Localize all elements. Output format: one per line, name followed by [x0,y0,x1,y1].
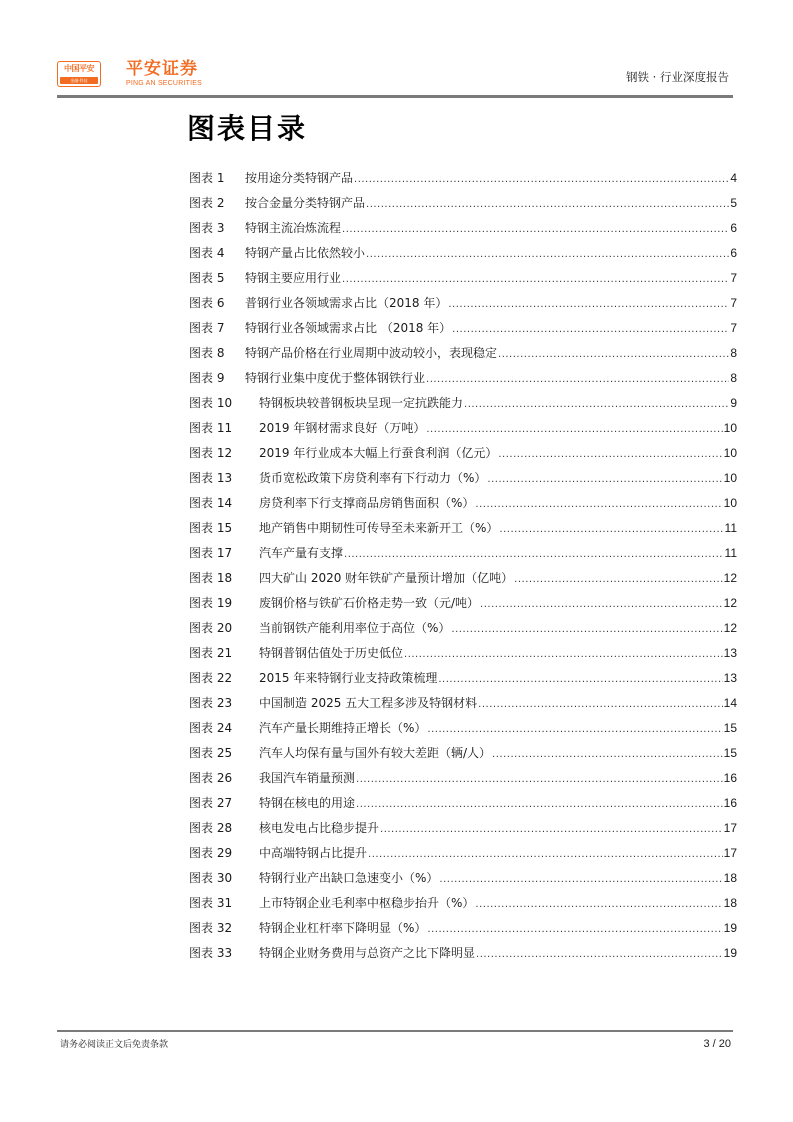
toc-figure-label: 图表 12 [189,446,233,460]
toc-page-number[interactable]: 9 [730,396,737,410]
toc-page-number[interactable]: 12 [723,621,737,635]
toc-figure-label: 图表 9 [189,371,225,385]
toc-figure-label: 图表 6 [189,296,225,310]
dot-leader [451,622,722,638]
dot-leader [368,847,723,863]
toc-page-number[interactable]: 17 [723,846,737,860]
toc-entry[interactable] [189,370,737,395]
toc-figure-title[interactable]: 特钢行业集中度优于整体钢铁行业 [245,371,426,385]
toc-entry[interactable] [189,670,737,695]
toc-page-number[interactable]: 11 [724,546,737,560]
toc-page-number[interactable]: 10 [723,496,737,510]
toc-figure-label: 图表 4 [189,246,225,260]
toc-figure-title[interactable]: 特钢主要应用行业 [245,271,342,285]
toc-entry[interactable] [189,895,737,920]
toc-page-number[interactable]: 13 [723,671,737,685]
toc-entry[interactable] [189,545,737,570]
toc-page-number[interactable]: 11 [724,521,737,535]
toc-figure-title[interactable]: 特钢普钢估值处于历史低位 [259,646,404,660]
toc-figure-label: 图表 8 [189,346,225,360]
toc-figure-title[interactable]: 2019 年行业成本大幅上行蚕食利润（亿元） [259,446,498,460]
toc-figure-label: 图表 15 [189,521,233,535]
dot-leader [498,447,722,463]
toc-page-number[interactable]: 10 [723,421,737,435]
dot-leader [514,572,722,588]
page-number: 3 / 20 [703,1038,731,1050]
toc-figure-label: 图表 33 [189,946,233,960]
brand-logo [126,59,202,88]
toc-page-number[interactable]: 6 [730,221,737,235]
toc-page-number[interactable]: 19 [723,946,737,960]
toc-entry[interactable] [189,345,737,370]
toc-entry[interactable] [189,920,737,945]
toc-figure-label: 图表 24 [189,721,233,735]
toc-figure-label: 图表 19 [189,596,233,610]
toc-figure-title[interactable]: 普钢行业各领域需求占比（2018 年） [245,296,448,310]
toc-figure-title[interactable]: 汽车人均保有量与国外有较大差距（辆/人） [259,746,492,760]
toc-page-number[interactable]: 8 [730,371,737,385]
dot-leader [366,247,729,263]
dot-leader [464,397,729,413]
toc-page-number[interactable]: 10 [723,446,737,460]
toc-figure-label: 图表 5 [189,271,225,285]
toc-figure-title[interactable]: 房贷利率下行支撑商品房销售面积（%） [259,496,475,510]
toc-figure-title[interactable]: 上市特钢企业毛利率中枢稳步抬升（%） [259,896,475,910]
toc-figure-title[interactable]: 特钢在核电的用途 [259,796,356,810]
toc-entry[interactable] [189,570,737,595]
toc-figure-label: 图表 2 [189,196,225,210]
toc-figure-label: 图表 18 [189,571,233,585]
toc-figure-label: 图表 25 [189,746,233,760]
toc-figure-label: 图表 23 [189,696,233,710]
toc-page-number[interactable]: 4 [730,171,737,185]
toc-figure-title[interactable]: 2019 年钢材需求良好（万吨） [259,421,426,435]
dot-leader [448,297,729,313]
toc-page-number[interactable]: 16 [723,796,737,810]
toc-entry[interactable] [189,320,737,345]
toc-figure-title[interactable]: 特钢板块较普钢板块呈现一定抗跌能力 [259,396,464,410]
dot-leader [475,497,722,513]
page-header [57,58,733,98]
toc-page-number[interactable]: 13 [723,646,737,660]
toc-figure-title[interactable]: 汽车产量长期维持正增长（%） [259,721,427,735]
toc-figure-title[interactable]: 特钢企业财务费用与总资产之比下降明显 [259,946,476,960]
dot-leader [427,922,722,938]
toc-page-number[interactable]: 19 [723,921,737,935]
toc-figure-title[interactable]: 特钢企业杠杆率下降明显（%） [259,921,427,935]
dot-leader [498,347,729,363]
toc-figure-title[interactable]: 四大矿山 2020 财年铁矿产量预计增加（亿吨） [259,571,514,585]
toc-page-number[interactable]: 7 [730,271,737,285]
toc-page-number[interactable]: 12 [723,571,737,585]
toc-page-number[interactable]: 7 [730,321,737,335]
page-title: 图表目录 [187,112,308,145]
footer-divider [57,1030,733,1032]
toc-figure-label: 图表 13 [189,471,233,485]
toc-page-number[interactable]: 16 [723,771,737,785]
toc-entry[interactable] [189,595,737,620]
dot-leader [380,822,723,838]
dot-leader [426,422,722,438]
toc-entry[interactable] [189,245,737,270]
dot-leader [439,872,722,888]
dot-leader [342,222,729,238]
toc-figure-title[interactable]: 我国汽车销量预测 [259,771,356,785]
toc-page-number[interactable]: 12 [723,596,737,610]
toc-figure-label: 图表 3 [189,221,225,235]
dot-leader [427,722,722,738]
toc-entry[interactable] [189,620,737,645]
dot-leader [475,897,722,913]
toc-entry[interactable] [189,170,737,195]
toc-entry[interactable] [189,270,737,295]
dot-leader [492,747,723,763]
toc-page-number[interactable]: 5 [730,196,737,210]
toc-figure-title[interactable]: 货币宽松政策下房贷利率有下行动力（%） [259,471,487,485]
dot-leader [342,272,729,288]
toc-figure-title[interactable]: 汽车产量有支撑 [259,546,344,560]
toc-figure-label: 图表 22 [189,671,233,685]
toc-figure-title[interactable]: 特钢主流冶炼流程 [245,221,342,235]
toc-page-number[interactable]: 10 [723,471,737,485]
toc-figure-label: 图表 21 [189,646,233,660]
toc-entry[interactable] [189,695,737,720]
footer-disclaimer: 请务必阅读正文后免责条款 [60,1040,169,1050]
toc-entry[interactable] [189,770,737,795]
dot-leader [354,172,729,188]
dot-leader [344,547,724,563]
dot-leader [499,522,723,538]
toc-figure-title[interactable]: 特钢产量占比依然较小 [245,246,366,260]
toc-figure-label: 图表 14 [189,496,233,510]
header-divider [57,95,733,98]
china-pingan-logo [57,61,101,87]
toc-figure-label: 图表 20 [189,621,233,635]
dot-leader [438,672,722,688]
dot-leader [480,597,723,613]
toc-entry[interactable] [189,470,737,495]
brand-name-cn: 平安证券 [126,59,198,79]
toc-figure-label: 图表 7 [189,321,225,335]
dot-leader [487,472,722,488]
toc-figure-label: 图表 31 [189,896,233,910]
toc-figure-title[interactable]: 特钢行业产出缺口急速变小（%） [259,871,439,885]
toc-figure-title[interactable]: 按合金量分类特钢产品 [245,196,366,210]
toc-page-number[interactable]: 14 [723,696,737,710]
toc-figure-label: 图表 17 [189,546,233,560]
toc-figure-title[interactable]: 地产销售中期韧性可传导至未来新开工（%） [259,521,499,535]
dot-leader [452,322,729,338]
report-type: 钢铁 · 行业深度报告 [626,70,729,84]
toc-entry[interactable] [189,420,737,445]
toc-entry[interactable] [189,220,737,245]
toc-entry[interactable] [189,845,737,870]
toc-entry[interactable] [189,295,737,320]
dot-leader [404,647,723,663]
toc-page-number[interactable]: 15 [723,721,737,735]
toc-figure-title[interactable]: 废钢价格与铁矿石价格走势一致（元/吨） [259,596,480,610]
toc-entry[interactable] [189,820,737,845]
brand-name-en: PING AN SECURITIES [126,80,202,87]
toc-figure-title[interactable]: 2015 年来特钢行业支持政策梳理 [259,671,438,685]
toc-entry[interactable] [189,745,737,770]
toc-figure-label: 图表 29 [189,846,233,860]
toc-entry[interactable] [189,945,737,970]
toc-figure-title[interactable]: 中国制造 2025 五大工程多涉及特钢材料 [259,696,478,710]
dot-leader [478,697,722,713]
toc-figure-label: 图表 11 [189,421,233,435]
toc-entry[interactable] [189,645,737,670]
logo-top-text: 中国平安 [64,64,94,73]
toc-figure-label: 图表 27 [189,796,233,810]
toc-page-number[interactable]: 6 [730,246,737,260]
toc-figure-label: 图表 28 [189,821,233,835]
toc-figure-label: 图表 10 [189,396,233,410]
toc-entry[interactable] [189,720,737,745]
toc-figure-label: 图表 32 [189,921,233,935]
toc-figure-title[interactable]: 特钢产品价格在行业周期中波动较小，表现稳定 [245,346,498,360]
toc-page-number[interactable]: 8 [730,346,737,360]
dot-leader [476,947,723,963]
toc-figure-label: 图表 30 [189,871,233,885]
dot-leader [426,372,729,388]
toc-entry[interactable] [189,395,737,420]
dot-leader [356,797,723,813]
toc-page-number[interactable]: 18 [723,896,737,910]
figure-table-of-contents [189,170,737,970]
toc-figure-label: 图表 1 [189,171,225,185]
toc-figure-title[interactable]: 当前钢铁产能利用率位于高位（%） [259,621,451,635]
toc-page-number[interactable]: 15 [723,746,737,760]
logo-bottom-text: 金融·科技 [60,77,98,84]
dot-leader [366,197,729,213]
dot-leader [356,772,723,788]
toc-entry[interactable] [189,520,737,545]
toc-entry[interactable] [189,795,737,820]
toc-figure-title[interactable]: 按用途分类特钢产品 [245,171,354,185]
toc-entry[interactable] [189,195,737,220]
toc-page-number[interactable]: 7 [730,296,737,310]
toc-page-number[interactable]: 17 [723,821,737,835]
toc-page-number[interactable]: 18 [723,871,737,885]
toc-figure-title[interactable]: 核电发电占比稳步提升 [259,821,380,835]
toc-figure-title[interactable]: 中高端特钢占比提升 [259,846,368,860]
toc-figure-title[interactable]: 特钢行业各领域需求占比 （2018 年） [245,321,452,335]
toc-figure-label: 图表 26 [189,771,233,785]
toc-entry[interactable] [189,445,737,470]
toc-entry[interactable] [189,870,737,895]
toc-entry[interactable] [189,495,737,520]
